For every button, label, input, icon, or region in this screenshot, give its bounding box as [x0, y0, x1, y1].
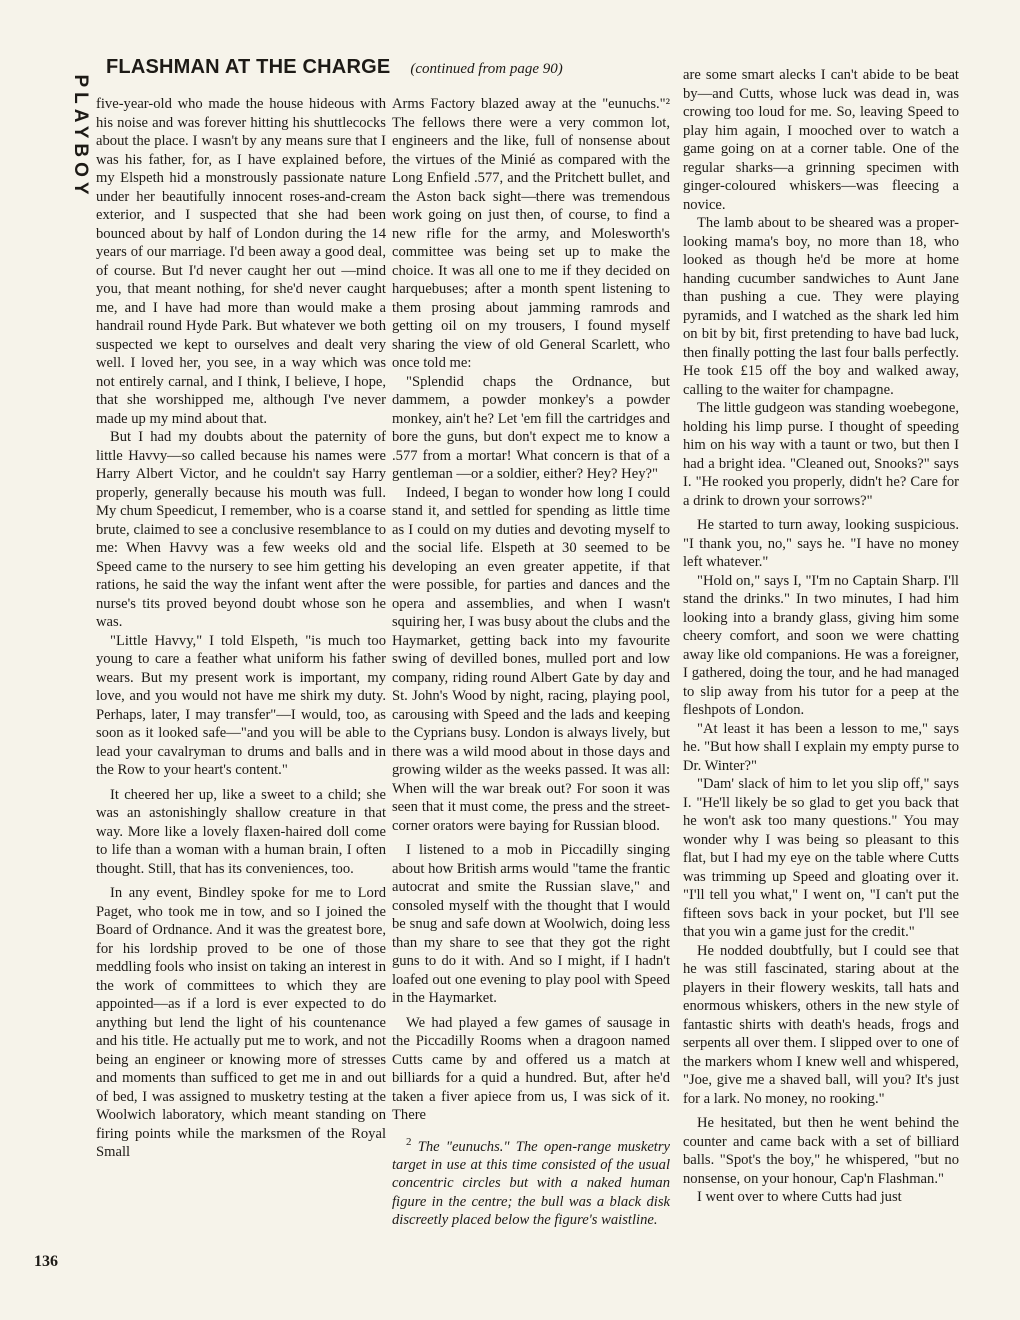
article-header: [106, 56, 563, 79]
article-title: FLASHMAN AT THE CHARGE: [106, 56, 391, 78]
paragraph: The lamb about to be sheared was a proper-looking mama's boy, no more than 18, who looked as though he'd be more at home handing cucumber sandwiches to Aunt Jane than pushing a cue. They were playing pyramids, and I watched as the shark led him on bit by bit, first pretending to have bad luck, then finally potting the last four balls perfectly. He took £15 off the boy and walked away, calling to the waiter for champagne.: [683, 215, 959, 398]
magazine-masthead: [60, 52, 100, 222]
paragraph: "At least it has been a lesson to me," says he. "But how shall I explain my empty purse to Dr. Winter?": [683, 720, 959, 774]
footnote-mark: 2: [406, 1135, 412, 1148]
paragraph: Indeed, I began to wonder how long I could stand it, and settled for spending as little time as I could on my duties and devoting myself to the social life. Elspeth at 30 seemed to be developing an even greater appetite, if that were possible, for parties and dances and the opera and assemblies, and when I wasn't squiring her, I was busy about the clubs and the Haymarket, getting back into my favourite swing of devilled bones, mulled port and low company, riding round Albert Gate by day and St. John's Wood by night, racing, playing pool, carousing with Speed and the lads and keeping the Cyprians busy. London is always lively, but there was a wild mood about in those days and growing wilder as the weeks passed. It was all: When will the war break out? For soon it was seen that it must come, the press and the street-corner orators were baying for Russian blood.: [392, 484, 670, 834]
paragraph: In any event, Bindley spoke for me to Lord Paget, who took me in tow, and so I joined the Board of Ordnance. And it was the greatest bore, for his lordship proved to be one of those meddling fools who insist on taking an interest in the work of committees to which they are appointed—as if a lord is ever expected to do anything but lend the light of his countenance and his title. He actually put me to work, and not being an engineer or knowing more of stresses and moments than sufficed to get me in and out of bed, I was assigned to musketry testing at the Woolwich laboratory, which meant standing on firing points while the marksmen of the Royal Small: [96, 885, 386, 1160]
text-column-3: [683, 66, 959, 1207]
paragraph: We had played a few games of sausage in the Piccadilly Rooms when a dragoon named Cutts came by and offered us a match at billiards for a quid a hundred. But, after he'd taken a fiver apiece from us, I was sick of it. There: [392, 1014, 670, 1123]
continued-note: (continued from page 90): [410, 61, 563, 77]
footnote-text: The "eunuchs." The open-range musketry target in use at this time consisted of the usual concentric circles but with a naked human figure in the centre; the bull was a black disk discreetly placed below the figure's waistline.: [392, 1138, 671, 1229]
text-column-1: [96, 95, 386, 1162]
paragraph: "Little Havvy," I told Elspeth, "is much too young to care a feather what uniform his father wears. But my present work is important, my love, and you would not have me shirk my duty. Perhaps, later, I may transfer"—I would, too, as soon as it looked safe—"and you will be able to lead your cavalryman to drums and balls and in the Row to your heart's content.": [96, 632, 386, 778]
paragraph: "Splendid chaps the Ordnance, but dammem, a powder monkey's a powder monkey, ain't he? Let 'em fill the cartridges and bore the guns, but don't expect me to know a .577 from a mortar! What concern is that of a gentleman —or a soldier, either? Hey? Hey?": [392, 373, 670, 482]
page-number: 136: [34, 1253, 58, 1270]
paragraph: "Hold on," says I, "I'm no Captain Sharp. I'll stand the drinks." In two minutes, I had him looking into a brandy glass, giving him some cheery comfort, and soon we were chatting away like old companions. He was a foreigner, I gathered, doing the tour, and he had managed to slip away from his tutor for a peep at the fleshpots of London.: [683, 572, 959, 718]
footnote: [392, 1133, 670, 1230]
paragraph: But I had my doubts about the paternity of little Havvy—so called because his names were Harry Albert Victor, and he couldn't say Harry properly, generally because his mouth was full. My chum Speedicut, I remember, who is a coarse brute, claimed to see a conclusive resemblance to me: When Havvy was a few weeks old and Speed came to the nursery to see him getting his rations, he said the way the infant went after the nurse's tits proved beyond doubt whose son he was.: [96, 429, 386, 630]
paragraph: are some smart alecks I can't abide to be beat by—and Cutts, whose luck was dead in, was crowing too loud for me. So, leaving Speed to play him again, I mooched over to watch a game going on at a corner table. One of the regular sharks—a grinning specimen with ginger-coloured whiskers—was fleecing a novice.: [683, 67, 959, 213]
paragraph: He started to turn away, looking suspicious. "I thank you, no," says he. "I have no money left whatever.": [683, 517, 959, 570]
paragraph: five-year-old who made the house hideous with his noise and was forever hitting his shuttlecocks about the place. I wasn't by any means sure that I was his father, for, as I have explained before, my Elspeth hid a monstrously passionate nature under her beautifully innocent roses-and-cream exterior, and I suspected that she had been bounced about by half of London during the 14 years of our marriage. I'd been away a good deal, of course. But I'd never caught her out —mind you, that meant nothing, for she'd never caught me, and I have had more than would make a handrail round Hyde Park. But whatever we both suspected we kept to ourselves and dealt very well. I loved her, you see, in a way which was not entirely carnal, and I think, I believe, I hope, that she worshipped me, although I've never made up my mind about that.: [96, 96, 386, 427]
paragraph: "Dam' slack of him to let you slip off," says I. "He'll likely be so glad to get you back that he won't ask too many questions." You may wonder why I was being so pleasant to this flat, but I had my eye on the table where Cutts was trimming up Speed and gloating over it. "I'll tell you what," I went on, "I can't put the fifteen sovs back in your pocket, but I'll see that you win a game just for the credit.": [683, 776, 959, 940]
paragraph: Arms Factory blazed away at the "eunuchs."² The fellows there were a very common lot, engineers and the like, full of nonsense about the virtues of the Minié as compared with the Long Enfield .577, and the Pritchett bullet, and the Aston back sight—there was tremendous work going on just then, of course, to find a new rifle for the army, and Molesworth's committee was being set up to make the choice. It was all one to me if they decided on harquebuses; after a month spent listening to them prosing about jamming ramrods and getting oil on my trousers, I found myself sharing the view of old General Scarlett, who once told me:: [392, 96, 670, 371]
paragraph: He hesitated, but then he went behind the counter and came back with a set of billiard balls. "Spot's the boy," he whispered, "but no nonsense, on your honour, Cap'n Flashman.": [683, 1115, 959, 1187]
paragraph: He nodded doubtfully, but I could see that he was still fascinated, staring about at the players in their flowery weskits, tall hats and enormous whiskers, others in the new style of fantastic shirts with death's heads, frogs and serpents all over them. I slipped over to one of the markers whom I knew well and whispered, "Joe, give me a shaved ball, will you? It's just for a lark. No money, no rooking.": [683, 942, 959, 1107]
text-column-2: [392, 95, 670, 1230]
paragraph: I listened to a mob in Piccadilly singing about how British arms would "tame the frantic autocrat and smite the Russian slave," and consoled myself with the thought that I would be snug and safe down at Woolwich, doing less than my share to see that they got the right guns to do it with. And so I might, if I hadn't loafed out one evening to play pool with Speed in the Haymarket.: [392, 842, 670, 1006]
paragraph: I went over to where Cutts had just: [697, 1189, 902, 1205]
paragraph: The little gudgeon was standing woebegone, holding his limp purse. I thought of speeding him on his way with a taunt or two, but then I had a bright idea. "Cleaned out, Snooks?" says I. "He rooked you properly, didn't he? Care for a drink to drown your sorrows?": [683, 400, 959, 509]
paragraph: It cheered her up, like a sweet to a child; she was an astonishingly shallow creature in that way. More like a lovely flaxen-haired doll come to life than a woman with a human brain, I often thought. Still, that has its conveniences, too.: [96, 786, 386, 877]
magazine-name: PLAYBOY: [70, 74, 91, 200]
